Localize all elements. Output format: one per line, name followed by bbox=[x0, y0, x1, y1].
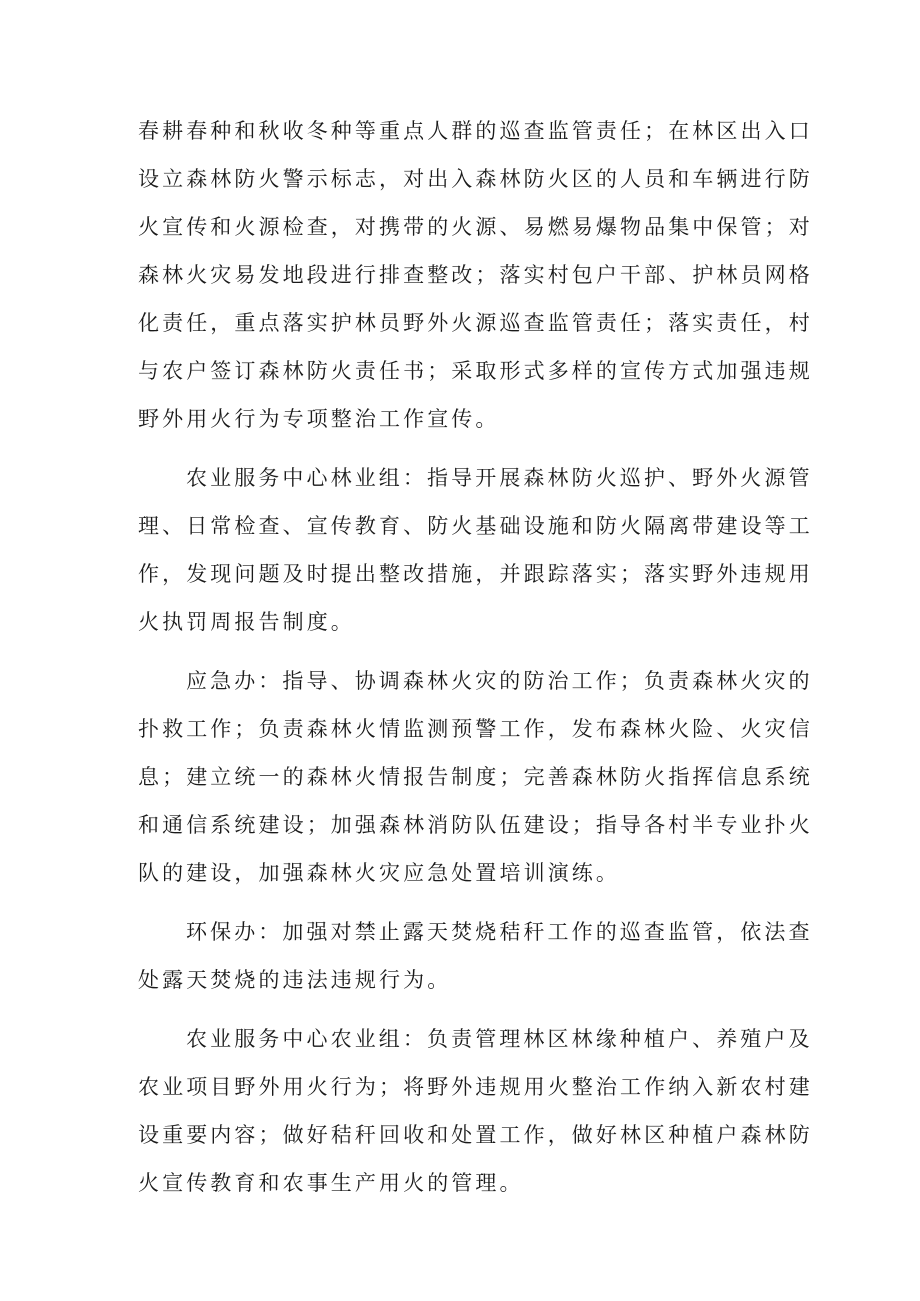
text-line: 森林火灾易发地段进行排查整改；落实村包户干部、护林员网格 bbox=[138, 263, 813, 287]
text-line: 应急办：指导、协调森林火灾的防治工作；负责森林火灾的 bbox=[186, 669, 813, 693]
text-line: 处露天焚烧的违法违规行为。 bbox=[138, 968, 452, 992]
text-line: 野外用火行为专项整治工作宣传。 bbox=[138, 407, 500, 431]
text-line: 化责任，重点落实护林员野外火源巡查监管责任；落实责任，村 bbox=[138, 311, 813, 335]
text-line: 火宣传教育和农事生产用火的管理。 bbox=[138, 1171, 524, 1195]
text-line: 作，发现问题及时提出整改措施，并跟踪落实；落实野外违规用 bbox=[138, 562, 813, 586]
paragraph-forestry-group bbox=[138, 454, 813, 646]
text-line: 与农户签订森林防火责任书；采取形式多样的宣传方式加强违规 bbox=[138, 359, 813, 383]
text-line: 理、日常检查、宣传教育、防火基础设施和防火隔离带建设等工 bbox=[138, 514, 813, 538]
text-line: 农业项目野外用火行为；将野外违规用火整治工作纳入新农村建 bbox=[138, 1075, 813, 1099]
document-body bbox=[138, 107, 813, 1207]
paragraph-environment-office bbox=[138, 908, 813, 1004]
text-line: 火执罚周报告制度。 bbox=[138, 610, 355, 634]
text-line: 设重要内容；做好秸秆回收和处置工作，做好林区种植户森林防 bbox=[138, 1123, 813, 1147]
text-line: 环保办：加强对禁止露天焚烧秸秆工作的巡查监管，依法查 bbox=[186, 920, 813, 944]
paragraph-agriculture-group bbox=[138, 1015, 813, 1207]
text-line: 火宣传和火源检查，对携带的火源、易燃易爆物品集中保管；对 bbox=[138, 215, 813, 239]
text-line: 队的建设，加强森林火灾应急处置培训演练。 bbox=[138, 861, 620, 885]
text-line: 息；建立统一的森林火情报告制度；完善森林防火指挥信息系统 bbox=[138, 765, 813, 789]
paragraph-continuation bbox=[138, 107, 813, 443]
text-line: 设立森林防火警示标志，对出入森林防火区的人员和车辆进行防 bbox=[138, 167, 813, 191]
text-line: 扑救工作；负责森林火情监测预警工作，发布森林火险、火灾信 bbox=[138, 717, 813, 741]
text-line: 农业服务中心农业组：负责管理林区林缘种植户、养殖户及 bbox=[186, 1027, 813, 1051]
paragraph-emergency-office bbox=[138, 657, 813, 897]
text-line: 春耕春种和秋收冬种等重点人群的巡查监管责任；在林区出入口 bbox=[138, 119, 813, 143]
text-line: 农业服务中心林业组：指导开展森林防火巡护、野外火源管 bbox=[186, 466, 813, 490]
text-line: 和通信系统建设；加强森林消防队伍建设；指导各村半专业扑火 bbox=[138, 813, 813, 837]
